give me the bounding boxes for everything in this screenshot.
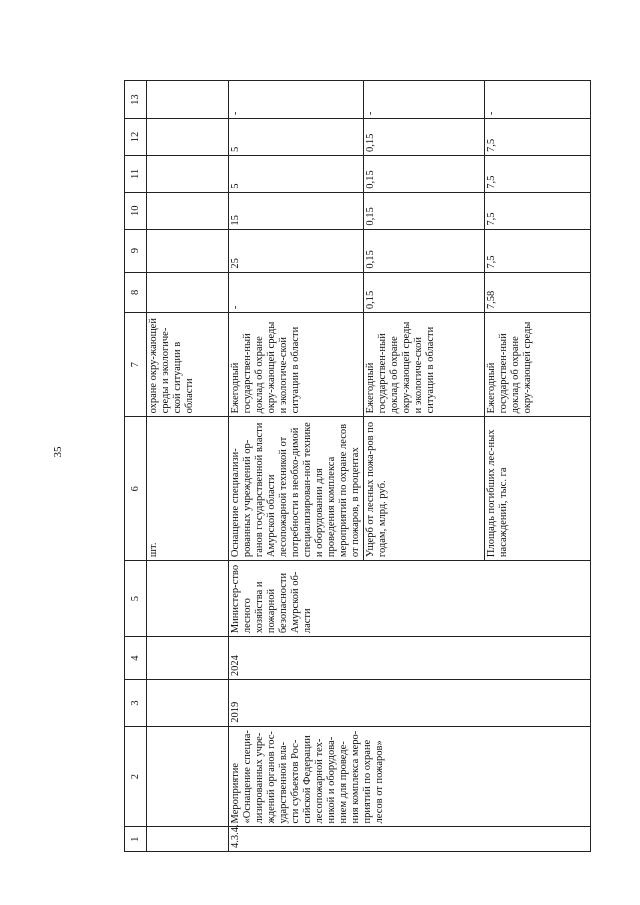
table-cell bbox=[147, 827, 229, 852]
header-cell: 1 bbox=[125, 827, 147, 852]
measures-table bbox=[124, 80, 591, 852]
header-cell: 4 bbox=[125, 637, 147, 680]
source-cell: Ежегодный государствен-ный доклад об охране окру-жающей среды bbox=[485, 313, 591, 417]
table-cell bbox=[147, 192, 229, 229]
value-cell: - bbox=[229, 81, 364, 119]
header-cell: 2 bbox=[125, 726, 147, 827]
value-cell: 5 bbox=[229, 119, 364, 156]
value-cell: - bbox=[229, 272, 364, 313]
header-cell: 13 bbox=[125, 81, 147, 119]
value-cell: 0,15 bbox=[364, 119, 485, 156]
table-cell bbox=[147, 726, 229, 827]
table-cell bbox=[147, 637, 229, 680]
header-cell: 5 bbox=[125, 561, 147, 637]
table-cell bbox=[147, 155, 229, 192]
table-cell bbox=[147, 561, 229, 637]
header-cell: 8 bbox=[125, 272, 147, 313]
value-cell: 7,5 bbox=[485, 229, 591, 272]
indicator-cell: Оснащение специализи-рованных учреждений ор-ганов государственной власти Амурской области лесопожарной техникой от потребности в необхо-димой специализирован-ной технике и оборудовании для проведения комплекса мероприятий по охране лесов от пожаров, в процентах bbox=[229, 417, 364, 561]
value-cell: 0,15 bbox=[364, 229, 485, 272]
value-cell: 0,15 bbox=[364, 155, 485, 192]
header-cell: 12 bbox=[125, 119, 147, 156]
indicator-cell: Ущерб от лесных пожа-ров по годам, млрд. руб. bbox=[364, 417, 485, 561]
end-year-cell: 2024 bbox=[229, 637, 591, 680]
source-cell: охране окру-жающей среды и экологиче-ской ситуации в области bbox=[147, 313, 229, 417]
value-cell: 7,58 bbox=[485, 272, 591, 313]
table-cell bbox=[147, 119, 229, 156]
header-row bbox=[125, 81, 147, 852]
executor-cell: Министер-ство лесного хозяйства и пожарной безопасности Амурской об-ласти bbox=[229, 561, 591, 637]
page-number: 35 bbox=[52, 446, 64, 458]
value-cell: 0,15 bbox=[364, 272, 485, 313]
value-cell: - bbox=[485, 81, 591, 119]
table-cell bbox=[147, 81, 229, 119]
value-cell: 0,15 bbox=[364, 192, 485, 229]
value-cell: 7,5 bbox=[485, 192, 591, 229]
table-cell bbox=[147, 272, 229, 313]
header-cell: 7 bbox=[125, 313, 147, 417]
indicator-cell: Площадь погибших лес-ных насаждений, тыс. га bbox=[485, 417, 591, 561]
header-cell: 6 bbox=[125, 417, 147, 561]
header-cell: 3 bbox=[125, 680, 147, 727]
table-cell bbox=[147, 229, 229, 272]
unit-cell: шт. bbox=[147, 417, 229, 561]
value-cell: 5 bbox=[229, 155, 364, 192]
header-cell: 9 bbox=[125, 229, 147, 272]
start-year-cell: 2019 bbox=[229, 680, 591, 727]
measure-name-cell: Мероприятие «Оснащение специа-лизированных учре-ждений органов гос-ударственной вла-сти субъектов Рос-сийской Федерации лесопожарной тех-никой и оборудова-нием для проведе-ния комплекса меро-приятий по охране лесов от пожаров» bbox=[229, 726, 591, 827]
value-cell: - bbox=[364, 81, 485, 119]
value-cell: 7,5 bbox=[485, 119, 591, 156]
value-cell: 15 bbox=[229, 192, 364, 229]
source-cell: Ежегодный государствен-ный доклад об охране окру-жающей среды и экологиче-ской ситуации в области bbox=[364, 313, 485, 417]
measure-number-cell: 4.3.4. bbox=[229, 827, 591, 852]
rotated-table-container bbox=[124, 80, 545, 852]
value-cell: 25 bbox=[229, 229, 364, 272]
header-cell: 11 bbox=[125, 155, 147, 192]
table-row-continuation bbox=[147, 81, 229, 852]
header-cell: 10 bbox=[125, 192, 147, 229]
table-cell bbox=[147, 680, 229, 727]
table-row-measure-4-3-4 bbox=[229, 81, 364, 852]
source-cell: Ежегодный государствен-ный доклад об охране окру-жающей среды и экологиче-ской ситуации в области bbox=[229, 313, 364, 417]
value-cell: 7,5 bbox=[485, 155, 591, 192]
